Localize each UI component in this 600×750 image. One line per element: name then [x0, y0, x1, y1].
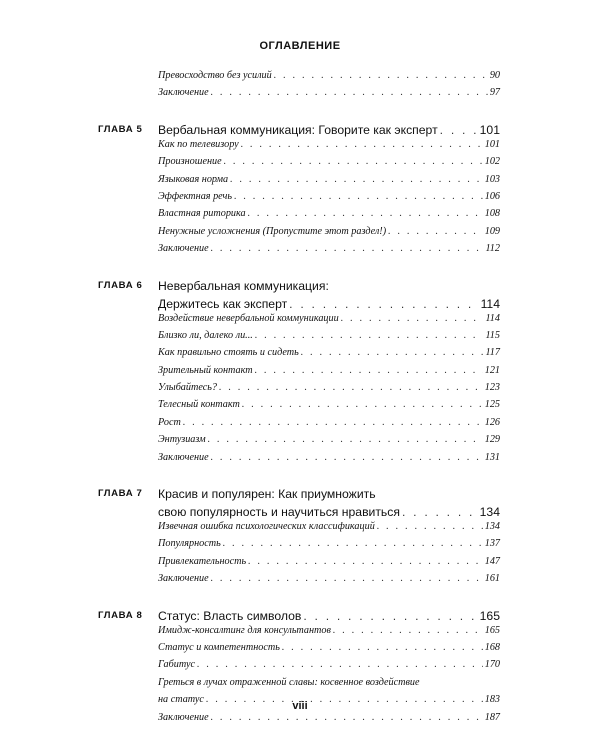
- toc-entry[interactable]: [158, 452, 500, 469]
- dot-leader: [388, 226, 483, 237]
- toc-entry[interactable]: [158, 573, 500, 590]
- toc-entry[interactable]: [158, 139, 500, 156]
- toc-entry[interactable]: [158, 417, 500, 434]
- toc-entry-title: Заключение: [158, 451, 209, 463]
- toc-entry-page: 125: [484, 399, 500, 411]
- chapter-title-text: Вербальная коммуникация: Говорите как эксперт: [158, 122, 438, 137]
- toc-entry[interactable]: [158, 347, 500, 364]
- toc-entry-page: 106: [484, 190, 500, 202]
- toc-entry-page: 168: [484, 641, 500, 653]
- table-of-contents: [98, 70, 500, 729]
- chapter-block: [98, 277, 500, 470]
- toc-entry-title: Воздействие невербальной коммуникации: [158, 312, 339, 324]
- dot-leader: [255, 330, 484, 341]
- dot-leader: [303, 607, 477, 625]
- chapter-title[interactable]: [158, 295, 500, 313]
- toc-entry-title: Рост: [158, 416, 181, 428]
- toc-entry-title: Заключение: [158, 243, 209, 255]
- chapter-title-text: Статус: Власть символов: [158, 608, 302, 623]
- toc-entry-page: 129: [484, 434, 500, 446]
- dot-leader: [333, 625, 483, 636]
- toc-entry-title: Телесный контакт: [158, 399, 240, 411]
- toc-entry-title: Языковая норма: [158, 173, 229, 185]
- toc-entry-title: Статус и компетентность: [158, 641, 280, 653]
- toc-entry-title: Эффектная речь: [158, 190, 233, 202]
- dot-leader: [377, 521, 483, 532]
- page-number: viii: [292, 700, 308, 712]
- toc-entry-title: Заключение: [158, 87, 209, 99]
- toc-entry[interactable]: [158, 208, 500, 225]
- dot-leader: [197, 659, 483, 670]
- dot-leader: [211, 243, 484, 254]
- chapter-label: ГЛАВА 7: [98, 488, 143, 500]
- chapter-title-line[interactable]: Невербальная коммуникация:: [158, 278, 329, 293]
- toc-entry[interactable]: [158, 677, 500, 694]
- chapter-label: ГЛАВА 6: [98, 279, 143, 291]
- toc-entry-title: Как правильно стоять и сидеть: [158, 347, 299, 359]
- toc-entry[interactable]: [158, 399, 500, 416]
- toc-entry[interactable]: [158, 659, 500, 676]
- toc-entry-page: 134: [484, 521, 500, 533]
- chapter-block: [98, 121, 500, 261]
- toc-entry-title: Заключение: [158, 711, 209, 723]
- toc-entry-title: Произношение: [158, 156, 222, 168]
- dot-leader: [341, 313, 484, 324]
- toc-entry[interactable]: [158, 642, 500, 659]
- toc-entry-title: Как по телевизору: [158, 138, 239, 150]
- toc-entry-page: 103: [484, 173, 500, 185]
- lead-entries: [98, 70, 500, 105]
- toc-entry-page: 165: [484, 624, 500, 636]
- toc-entry-page: 187: [484, 711, 500, 723]
- toc-entry-title: Заключение: [158, 573, 209, 585]
- chapters: [98, 121, 500, 729]
- page-title: ОГЛАВЛЕНИЕ: [259, 40, 341, 52]
- chapter-title[interactable]: [158, 121, 500, 139]
- toc-entry-title: Габитус: [158, 659, 195, 671]
- toc-entry-title: Популярность: [158, 538, 221, 550]
- chapter-title-text: Держитесь как эксперт: [158, 296, 288, 311]
- toc-entry[interactable]: [158, 556, 500, 573]
- chapter-label: ГЛАВА 5: [98, 123, 143, 135]
- chapter-page: 165: [479, 608, 500, 623]
- toc-entry-title: Улыбайтесь?: [158, 382, 217, 394]
- toc-entry-page: 97: [489, 87, 500, 99]
- chapter-title-text: свою популярность и научиться нравиться: [158, 505, 400, 520]
- chapter-label: ГЛАВА 8: [98, 609, 143, 621]
- toc-entry-title: Властная риторика: [158, 208, 246, 220]
- toc-entry-page: 137: [484, 538, 500, 550]
- dot-leader: [289, 295, 478, 313]
- toc-entry-page: 102: [484, 156, 500, 168]
- dot-leader: [234, 191, 483, 202]
- toc-entry-page: 170: [484, 659, 500, 671]
- toc-entry-page: 114: [485, 312, 500, 324]
- toc-entry-title: Зрительный контакт: [158, 364, 253, 376]
- toc-entry-page: 147: [484, 555, 500, 567]
- toc-entry-page: 126: [484, 416, 500, 428]
- toc-entry[interactable]: [158, 712, 500, 729]
- toc-entry[interactable]: [158, 521, 500, 538]
- toc-entry[interactable]: [158, 313, 500, 330]
- chapter-title-line[interactable]: Красив и популярен: Как приумножить: [158, 487, 376, 502]
- dot-leader: [211, 87, 488, 98]
- chapter-body: [158, 121, 500, 261]
- dot-leader: [219, 382, 483, 393]
- chapter-body: [158, 277, 500, 470]
- toc-entry[interactable]: [158, 70, 500, 87]
- toc-entry-title: Превосходство без усилий: [158, 70, 272, 81]
- toc-entry[interactable]: [158, 191, 500, 208]
- dot-leader: [211, 573, 483, 584]
- toc-entry-page: 183: [484, 694, 500, 706]
- toc-entry-page: 161: [484, 573, 500, 585]
- dot-leader: [440, 121, 478, 139]
- toc-entry-page: 108: [484, 208, 500, 220]
- toc-entry-title: Близко ли, далеко ли...: [158, 329, 253, 341]
- toc-entry[interactable]: [158, 330, 500, 347]
- chapter-page: 114: [480, 296, 500, 311]
- dot-leader: [301, 347, 484, 358]
- dot-leader: [230, 174, 483, 185]
- dot-leader: [211, 452, 483, 463]
- toc-entry-title: Ненужные усложнения (Пропустите этот раздел!): [158, 225, 387, 237]
- toc-entry-page: 109: [484, 225, 500, 237]
- chapter-block: [98, 485, 500, 591]
- toc-entry[interactable]: [158, 382, 500, 399]
- toc-entry[interactable]: [158, 174, 500, 191]
- dot-leader: [183, 417, 483, 428]
- toc-entry-title: на статус: [158, 694, 204, 706]
- toc-entry[interactable]: [158, 87, 500, 104]
- toc-entry-title: Энтузиазм: [158, 434, 206, 446]
- dot-leader: [223, 538, 483, 549]
- dot-leader: [282, 642, 483, 653]
- toc-entry-title: Привлекательность: [158, 555, 247, 567]
- dot-leader: [224, 156, 483, 167]
- dot-leader: [241, 139, 483, 150]
- chapter-page: 101: [479, 122, 500, 137]
- toc-entry-page: 115: [485, 329, 500, 341]
- toc-entry[interactable]: [158, 243, 500, 260]
- dot-leader: [242, 399, 483, 410]
- dot-leader: [255, 365, 483, 376]
- dot-leader: [208, 434, 483, 445]
- dot-leader: [274, 70, 488, 81]
- toc-entry-title: Извечная ошибка психологических классификаций: [158, 521, 375, 533]
- toc-entry-page: 90: [489, 70, 500, 81]
- chapter-page: 134: [479, 505, 500, 520]
- chapter-title[interactable]: [158, 607, 500, 625]
- toc-entry[interactable]: [158, 434, 500, 451]
- chapter-title[interactable]: [158, 503, 500, 521]
- chapter-body: [158, 485, 500, 591]
- toc-entry-page: 101: [484, 138, 500, 150]
- toc-entry-page: 131: [484, 451, 500, 463]
- toc-entry-page: 123: [484, 382, 500, 394]
- toc-entry-title: Греться в лучах отраженной славы: косвенное воздействие: [158, 676, 420, 688]
- toc-entry-page: 117: [485, 347, 500, 359]
- toc-entry-title: Имидж-консалтинг для консультантов: [158, 624, 331, 636]
- toc-entry[interactable]: [158, 226, 500, 243]
- toc-entry[interactable]: [158, 156, 500, 173]
- toc-entry-page: 121: [484, 364, 500, 376]
- dot-leader: [402, 503, 478, 521]
- toc-entry[interactable]: [158, 365, 500, 382]
- toc-entry[interactable]: [158, 538, 500, 555]
- toc-entry-page: 112: [485, 243, 500, 255]
- dot-leader: [248, 556, 483, 567]
- dot-leader: [211, 712, 483, 723]
- dot-leader: [248, 208, 483, 219]
- toc-entry[interactable]: [158, 625, 500, 642]
